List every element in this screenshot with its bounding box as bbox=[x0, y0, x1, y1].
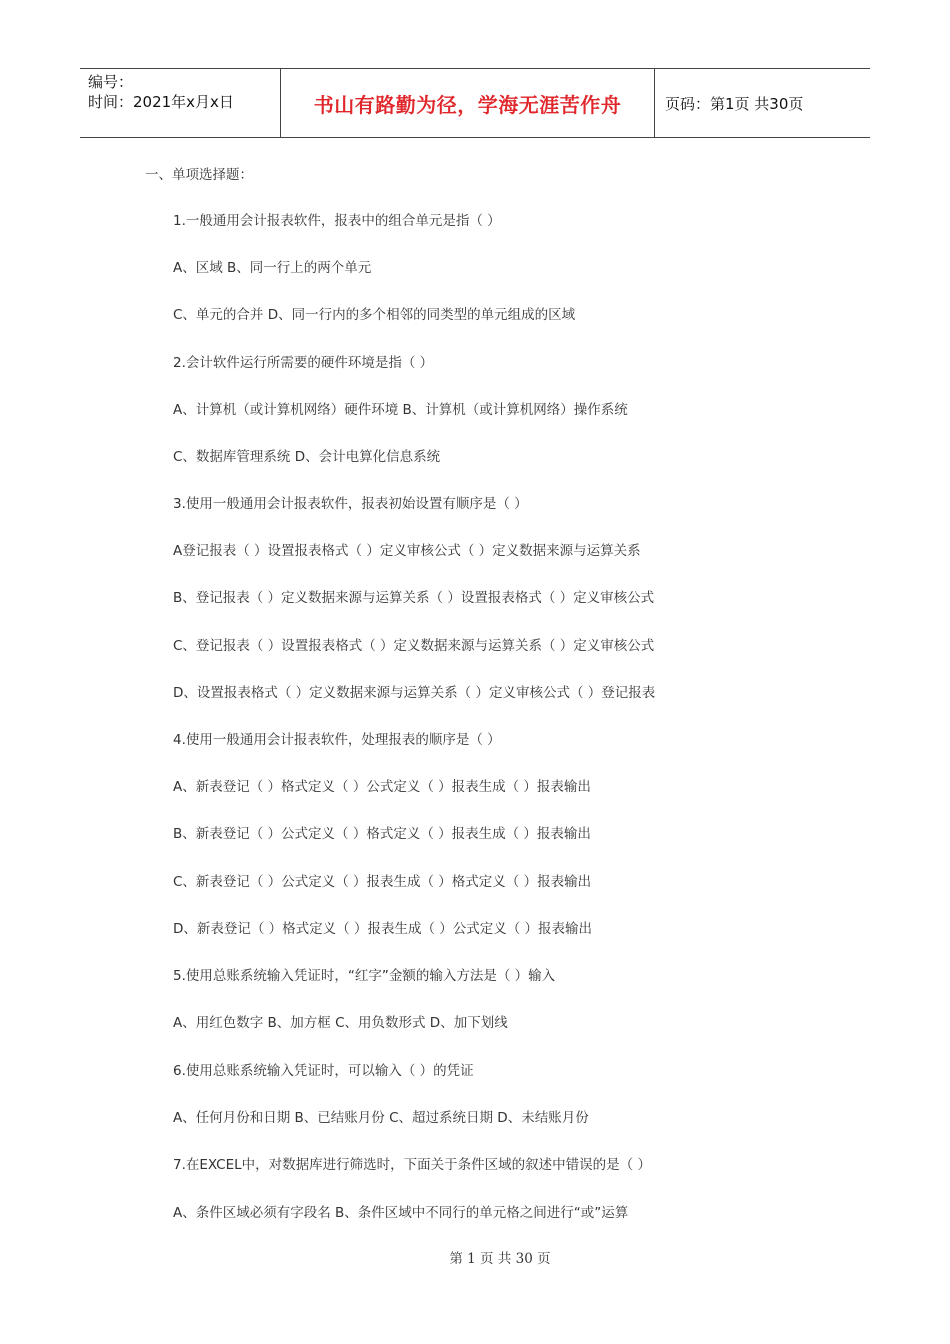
option-line: A、任何月份和日期 B、已结账月份 C、超过系统日期 D、未结账月份 bbox=[173, 1110, 589, 1126]
option-line: B、登记报表（ ）定义数据来源与运算关系（ ）设置报表格式（ ）定义审核公式 bbox=[173, 590, 655, 606]
option-line: C、新表登记（ ）公式定义（ ）报表生成（ ）格式定义（ ）报表输出 bbox=[173, 874, 592, 890]
header-meta bbox=[80, 69, 281, 137]
option-line: A、区域 B、同一行上的两个单元 bbox=[173, 260, 372, 276]
option-line: A登记报表（ ）设置报表格式（ ）定义审核公式（ ）定义数据来源与运算关系 bbox=[173, 543, 641, 559]
section-title: 一、单项选择题： bbox=[145, 167, 253, 183]
number-label: 编号： bbox=[88, 73, 134, 91]
option-line: A、计算机（或计算机网络）硬件环境 B、计算机（或计算机网络）操作系统 bbox=[173, 402, 628, 418]
question-line: 5.使用总账系统输入凭证时，“红字”金额的输入方法是（ ）输入 bbox=[173, 968, 556, 984]
header-motto: 书山有路勤为径，学海无涯苦作舟 bbox=[281, 69, 655, 137]
option-line: C、数据库管理系统 D、会计电算化信息系统 bbox=[173, 449, 441, 465]
page-header bbox=[80, 68, 870, 138]
option-line: A、条件区域必须有字段名 B、条件区域中不同行的单元格之间进行“或”运算 bbox=[173, 1205, 629, 1221]
option-line: D、设置报表格式（ ）定义数据来源与运算关系（ ）定义审核公式（ ）登记报表 bbox=[173, 685, 656, 701]
option-line: A、用红色数字 B、加方框 C、用负数形式 D、加下划线 bbox=[173, 1015, 508, 1031]
option-line: C、单元的合并 D、同一行内的多个相邻的同类型的单元组成的区域 bbox=[173, 307, 576, 323]
option-line: D、新表登记（ ）格式定义（ ）报表生成（ ）公式定义（ ）报表输出 bbox=[173, 921, 593, 937]
question-line: 2.会计软件运行所需要的硬件环境是指（ ） bbox=[173, 355, 434, 371]
question-line: 1.一般通用会计报表软件，报表中的组合单元是指（ ） bbox=[173, 213, 501, 229]
question-line: 3.使用一般通用会计报表软件，报表初始设置有顺序是（ ） bbox=[173, 496, 528, 512]
option-line: C、登记报表（ ）设置报表格式（ ）定义数据来源与运算关系（ ）定义审核公式 bbox=[173, 638, 655, 654]
header-page-info: 页码：第1页 共30页 bbox=[665, 94, 804, 113]
question-line: 4.使用一般通用会计报表软件，处理报表的顺序是（ ） bbox=[173, 732, 501, 748]
option-line: A、新表登记（ ）格式定义（ ）公式定义（ ）报表生成（ ）报表输出 bbox=[173, 779, 591, 795]
time-label: 时间：2021年x月x日 bbox=[88, 93, 234, 111]
question-line: 6.使用总账系统输入凭证时，可以输入（ ）的凭证 bbox=[173, 1063, 474, 1079]
question-line: 7.在EXCEL中，对数据库进行筛选时，下面关于条件区域的叙述中错误的是（ ） bbox=[173, 1157, 651, 1173]
option-line: B、新表登记（ ）公式定义（ ）格式定义（ ）报表生成（ ）报表输出 bbox=[173, 826, 591, 842]
page-footer: 第 1 页 共 30 页 bbox=[449, 1251, 551, 1267]
